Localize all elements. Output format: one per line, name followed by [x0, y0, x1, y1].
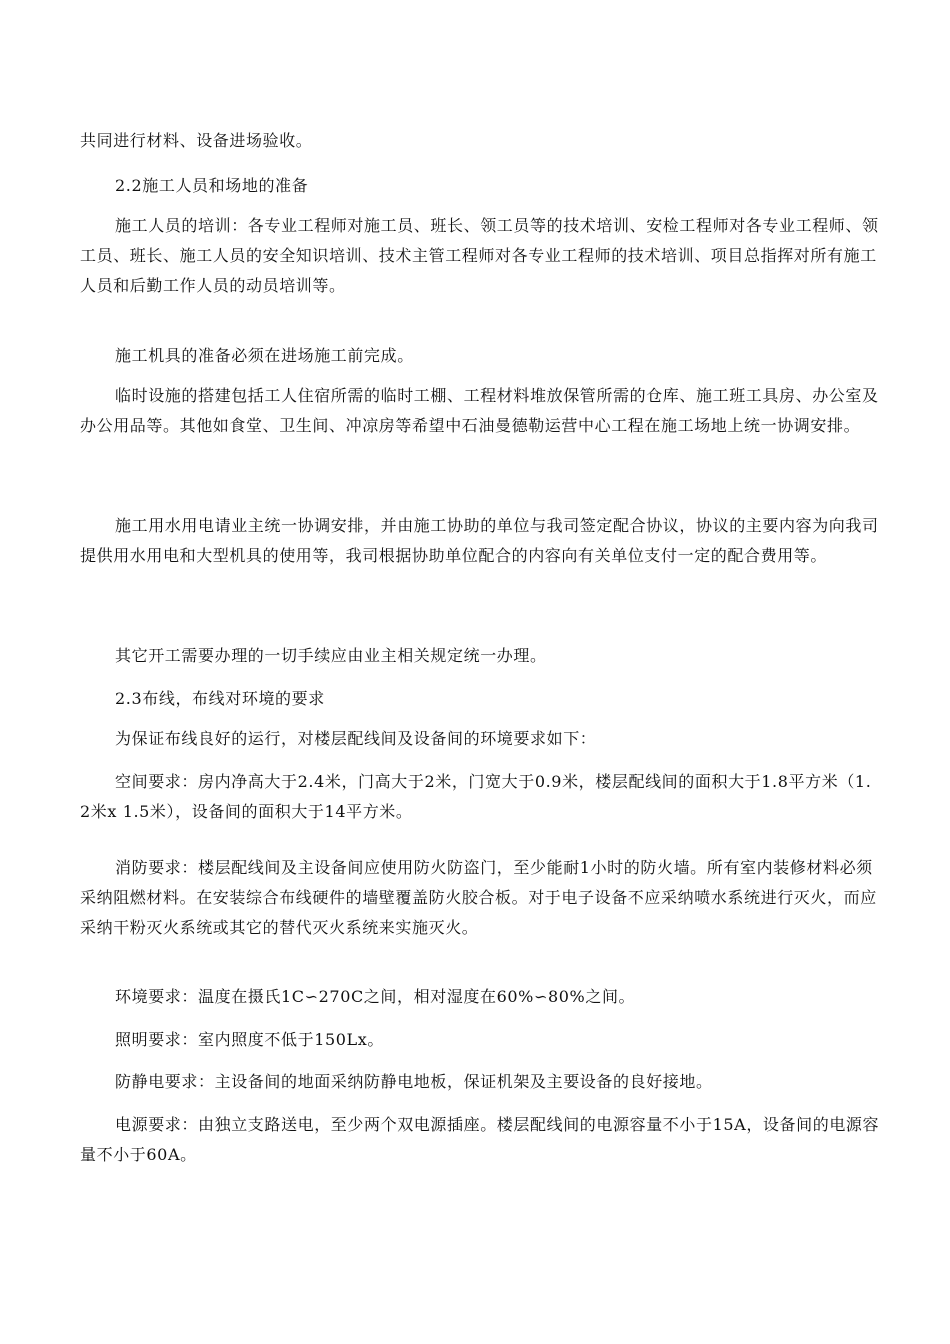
paragraph-space-requirements: 空间要求：房内净高大于2.4米，门高大于2米，门宽大于0.9米，楼层配线间的面积大于1.8平方米（1.2米x 1.5米），设备间的面积大于14平方米。 — [80, 772, 872, 821]
paragraph-temporary-facilities: 临时设施的搭建包括工人住宿所需的临时工棚、工程材料堆放保管所需的仓库、施工班工具房、办公室及办公用品等。其他如食堂、卫生间、冲凉房等希望中石油曼德勒运营中心工程在施工场地上统一协调安排。 — [80, 386, 879, 435]
section-heading-2-3: 2.3布线，布线对环境的要求 — [115, 689, 325, 708]
paragraph-antistatic-requirements: 防静电要求：主设备间的地面采纳防静电地板，保证机架及主要设备的良好接地。 — [115, 1072, 713, 1091]
paragraph-water-power: 施工用水用电请业主统一协调安排，并由施工协助的单位与我司签定配合协议，协议的主要内容为向我司提供用水用电和大型机具的使用等，我司根据协助单位配合的内容向有关单位支付一定的配合费用等。 — [80, 516, 879, 565]
paragraph-power-requirements: 电源要求：由独立支路送电，至少两个双电源插座。楼层配线间的电源容量不小于15A，设备间的电源容量不小于60A。 — [80, 1115, 880, 1164]
paragraph-continuation: 共同进行材料、设备进场验收。 — [80, 131, 313, 150]
paragraph-fire-requirements: 消防要求：楼层配线间及主设备间应使用防火防盗门，至少能耐1小时的防火墙。所有室内装修材料必须采纳阻燃材料。在安装综合布线硬件的墙壁覆盖防火胶合板。对于电子设备不应采纳喷水系统进行灭火，而应采纳干粉灭火系统或其它的替代灭火系统来实施灭火。 — [80, 858, 877, 937]
paragraph-environment-intro: 为保证布线良好的运行，对楼层配线间及设备间的环境要求如下： — [115, 729, 597, 748]
paragraph-staff-training: 施工人员的培训：各专业工程师对施工员、班长、领工员等的技术培训、安检工程师对各专业工程师、领工员、班长、施工人员的安全知识培训、技术主管工程师对各专业工程师的技术培训、项目总指挥对所有施工人员和后勤工作人员的动员培训等。 — [80, 216, 879, 295]
section-heading-2-2: 2.2施工人员和场地的准备 — [115, 176, 309, 195]
paragraph-other-procedures: 其它开工需要办理的一切手续应由业主相关规定统一办理。 — [115, 646, 547, 665]
paragraph-environment-requirements: 环境要求：温度在摄氏1C∽270C之间，相对湿度在60%∽80%之间。 — [115, 987, 636, 1006]
paragraph-equipment-prep: 施工机具的准备必须在进场施工前完成。 — [115, 346, 414, 365]
paragraph-lighting-requirements: 照明要求：室内照度不低于150Lx。 — [115, 1030, 384, 1049]
